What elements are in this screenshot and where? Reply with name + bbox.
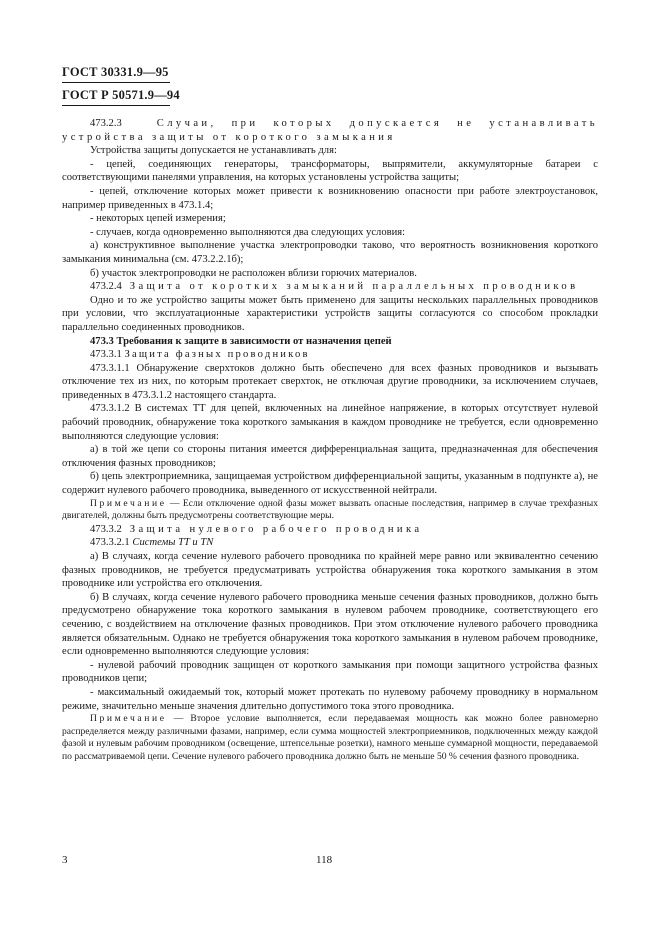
section-heading-473-2-3: 473.2.3 Случаи, при которых допускается не устанавливать устройства защиты от короткого замыкания xyxy=(62,118,598,143)
list-item: - цепей, соединяющих генераторы, трансформаторы, выпрямители, аккумуляторные батареи с соответствующими панелями управления, на которых установлены устройства защиты; xyxy=(62,158,598,184)
paragraph: 473.3.1.2 В системах ТТ для цепей, включенных на линейное напряжение, в которых отсутствует нулевой рабочий проводник, обнаружение тока короткого замыкания в каждом проводнике не требуется, если одновременно выполняются следующие условия: xyxy=(62,403,598,442)
list-item: а) В случаях, когда сечение нулевого рабочего проводника по крайней мере равно или эквивалентно сечению фазных проводников, не требуется предусматривать устройства обнаружения тока короткого замыкания в этом проводнике или устройства его отключения. xyxy=(62,551,598,590)
section-title: Защита от коротких замыканий параллельных проводников xyxy=(129,281,579,293)
document-body xyxy=(62,117,598,764)
list-item: б) участок электропроводки не расположен вблизи горючих материалов. xyxy=(90,267,417,279)
note-text: — Если отключение одной фазы может вызвать опасные последствия, например в случае трехфазных двигателей, должны быть предусмотрены соответствующие меры. xyxy=(62,497,598,522)
section-heading-473-3-1: 473.3.1 Защита фазных проводников xyxy=(90,349,310,361)
section-heading-473-3: 473.3 Требования к защите в зависимости от назначения цепей xyxy=(90,335,392,347)
section-heading-473-3-2: 473.3.2 Защита нулевого рабочего проводника xyxy=(90,523,423,535)
list-item: - цепей, отключение которых может привести к возникновению опасности при работе электроустановок, например приведенных в 473.1.4; xyxy=(62,185,598,211)
header-rule xyxy=(62,82,170,83)
list-item: а) конструктивное выполнение участка электропроводки таково, что вероятность возникновения короткого замыкания минимальна (см. 473.2.2.1б); xyxy=(62,240,598,265)
list-item: а) в той же цепи со стороны питания имеется дифференциальная защита, предназначенная для обеспечения отключения фазных проводников; xyxy=(62,444,598,469)
list-item: - максимальный ожидаемый ток, который может протекать по нулевому рабочему проводнику в нормальном режиме, значительно меньше значения длительно допустимого тока этого проводника. xyxy=(62,686,598,712)
list-item: - случаев, когда одновременно выполняются два следующих условия: xyxy=(90,226,406,238)
page-header xyxy=(62,64,180,110)
section-title: Системы TT и TN xyxy=(132,537,214,549)
note xyxy=(62,498,598,523)
paragraph: Устройства защиты допускается не устанавливать для: xyxy=(90,145,337,157)
footer-mark: 3 xyxy=(62,854,68,866)
page-number: 118 xyxy=(316,854,333,866)
paragraph: 473.3.1.1 Обнаружение сверхтоков должно быть обеспечено для всех фазных проводников и вызывать отключение тех из них, по которым протекает сверхток, не отключая другие проводники, за исключением случаев, приведенных в 473.3.1.2 настоящего стандарта. xyxy=(62,362,598,401)
note-label: Примечание xyxy=(90,713,167,725)
list-item: - некоторых цепей измерения; xyxy=(90,213,226,225)
section-heading-473-3-2-1: 473.3.2.1 Системы TT и TN xyxy=(90,537,214,549)
list-item: б) цепь электроприемника, защищаемая устройством дифференциальной защиты, указанным в подпункте а), не содержит нулевого рабочего проводника, выведенного от искусственной нейтрали. xyxy=(62,471,598,497)
standard-code-1: ГОСТ 30331.9—95 xyxy=(62,65,169,79)
header-rule xyxy=(62,105,170,106)
paragraph: Одно и то же устройство защиты может быть применено для защиты нескольких параллельных проводников при условии, что эксплуатационные характеристики устройств защиты согласуются со способом прокладки параллельно соединенных проводников. xyxy=(62,294,598,333)
note-label: Примечание xyxy=(90,497,167,509)
section-title: Защита нулевого рабочего проводника xyxy=(129,523,423,535)
section-title: Защита фазных проводников xyxy=(124,349,310,361)
section-heading-473-2-4: 473.2.4 Защита от коротких замыканий параллельных проводников xyxy=(90,281,579,293)
note xyxy=(62,713,598,763)
list-item: - нулевой рабочий проводник защищен от короткого замыкания при помощи защитного устройства фазных проводников цепи; xyxy=(62,659,598,685)
section-title: Случаи, при которых допускается не устанавливать устройства защиты от короткого замыкания xyxy=(62,118,598,143)
note-text: — Второе условие выполняется, если передаваемая мощность как можно более равномерно распределяется между различными фазами, например, если сумма мощностей электроприемников, подключенных между каждой фазой и нулевым рабочим проводником (освещение, штепсельные розетки), намного меньше суммарной мощности, передаваемой по рассматриваемой цепи. Сечение нулевого рабочего проводника должно быть не меньше 50 % сечения фазного проводника. xyxy=(62,713,598,762)
standard-code-2: ГОСТ Р 50571.9—94 xyxy=(62,88,180,102)
list-item: б) В случаях, когда сечение нулевого рабочего проводника меньше сечения фазных проводников, должно быть предусмотрено обнаружение тока короткого замыкания в нулевом рабочем проводнике, соответствующего его сечению, с воздействием на отключение фазных проводников. При этом отключение нулевого рабочего проводника является обязательным. Однако не требуется обнаружения тока короткого замыкания в нулевом рабочем проводнике, если одновременно выполняются следующие условия: xyxy=(62,591,598,658)
